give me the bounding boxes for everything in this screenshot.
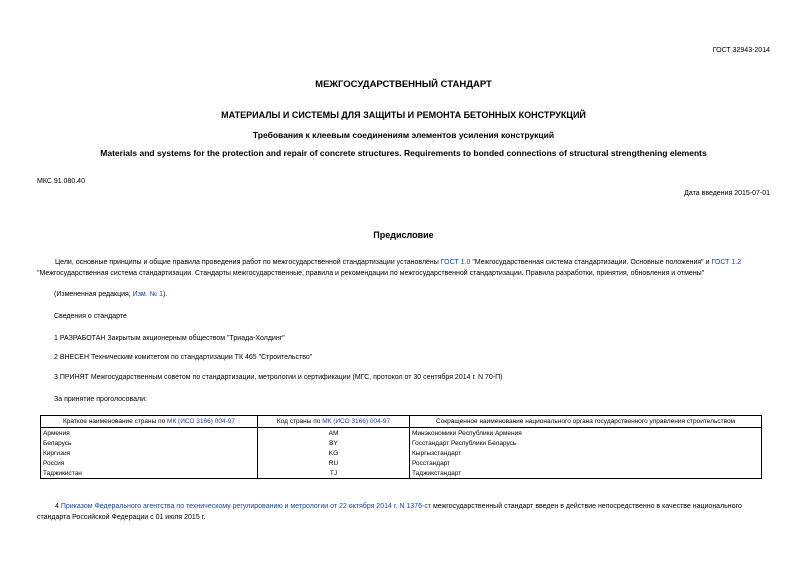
table-row [41, 448, 762, 458]
paragraph-text: межгосударственный стандарт введен в действие непосредственно в качестве национального стандарта Российской Федерации с 01 июля 2015 г. [37, 503, 742, 521]
cell-authority: Таджикстандарт [410, 468, 762, 479]
header-text: Код страны по [276, 418, 323, 425]
cell-code: TJ [258, 468, 410, 479]
cell-authority: Минэкономики Республики Армения [410, 428, 762, 439]
subtitle-russian: Требования к клеевым соединениям элементов усиления конструкций [252, 130, 555, 140]
column-header-code [258, 416, 410, 428]
standard-info-label: Сведения о стандарте [54, 313, 127, 320]
document-code: ГОСТ 32943-2014 [712, 47, 770, 54]
table-row [41, 468, 762, 479]
table-row [41, 438, 762, 448]
cell-authority: Росстандарт [410, 458, 762, 468]
standard-type-heading: МЕЖГОСУДАРСТВЕННЫЙ СТАНДАРТ [315, 79, 492, 90]
paragraph-text: Цели, основные принципы и общие правила проведения работ по межгосударственной стандартизации установлены [55, 259, 441, 266]
paragraph-text: 4 [55, 503, 61, 510]
paragraph-text: (Измененная редакция, [54, 291, 133, 298]
paragraph-text: "Межгосударственная система стандартизации. Основные положения" и [470, 259, 712, 266]
cell-authority: Кыргызстандарт [410, 448, 762, 458]
cell-country: Беларусь [41, 438, 258, 448]
adopted-by: 3 ПРИНЯТ Межгосударственным советом по стандартизации, метрологии и сертификации (МГС, протокол от 30 сентября 2014 г. N 70-П) [54, 374, 503, 381]
cell-country: Россия [41, 458, 258, 468]
paragraph-text: "Межгосударственная система стандартизации. Стандарты межгосударственные, правила и рекомендации по межгосударственной стандартизации. Правила разработки, принятия, обновления и отмены" [37, 270, 705, 277]
voted-label: За принятие проголосовали: [54, 396, 147, 403]
cell-code: KG [258, 448, 410, 458]
introduction-date: Дата введения 2015-07-01 [684, 190, 770, 197]
preface-paragraph-goals [37, 257, 770, 279]
cell-country: Киргизия [41, 448, 258, 458]
mks-code: МКС 91.080.40 [37, 178, 85, 185]
preface-heading: Предисловие [373, 230, 434, 240]
cell-authority: Госстандарт Республики Беларусь [410, 438, 762, 448]
submitted-by: 2 ВНЕСЕН Техническим комитетом по стандартизации ТК 465 "Строительство" [54, 354, 313, 361]
cell-code: AM [258, 428, 410, 439]
mk-iso-link[interactable]: МК (ИСО 3166) 004-97 [322, 418, 391, 425]
table-row [41, 428, 762, 439]
amendment-1-link[interactable]: Изм. № 1 [132, 291, 163, 298]
voting-countries-table [40, 415, 762, 479]
gost-1-2-link[interactable]: ГОСТ 1.2 [711, 259, 742, 266]
gost-1-0-link[interactable]: ГОСТ 1.0 [440, 259, 471, 266]
changed-edition-note [54, 289, 167, 300]
title-russian: МАТЕРИАЛЫ И СИСТЕМЫ ДЛЯ ЗАЩИТЫ И РЕМОНТА БЕТОННЫХ КОНСТРУКЦИЙ [221, 110, 586, 120]
cell-code: BY [258, 438, 410, 448]
mk-iso-link[interactable]: МК (ИСО 3166) 004-97 [167, 418, 235, 425]
cell-country: Армения [41, 428, 258, 439]
column-header-authority: Сокращенное наименование национального органа государственного управления строительством [410, 416, 762, 428]
cell-country: Таджикистан [41, 468, 258, 479]
column-header-country [41, 416, 258, 428]
rosstandart-order-link[interactable]: Приказом Федерального агентства по техническому регулированию и метрологии от 22 октября 2014 г. N 1376-ст [60, 503, 432, 510]
developed-by: 1 РАЗРАБОТАН Закрытым акционерным обществом "Триада-Холдинг" [54, 335, 285, 342]
table-header-row [41, 416, 762, 428]
table-row [41, 458, 762, 468]
order-paragraph [37, 501, 770, 523]
paragraph-text: ). [162, 291, 168, 298]
header-text: Краткое наименование страны по [63, 418, 168, 425]
title-english: Materials and systems for the protection and repair of concrete structures. Requirements to bonded connections of structural strengthening elements [100, 148, 707, 158]
cell-code: RU [258, 458, 410, 468]
